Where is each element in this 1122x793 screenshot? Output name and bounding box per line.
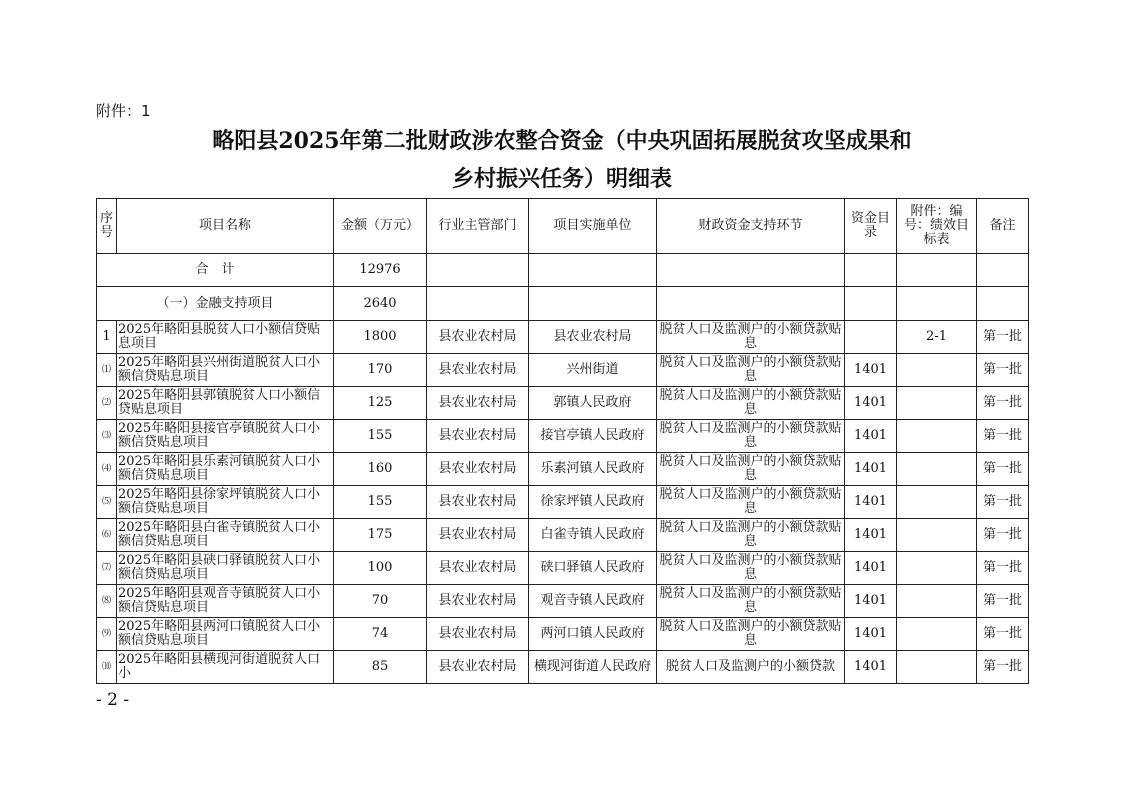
attachment-cell [897, 453, 977, 486]
fund-catalog-cell: 1401 [845, 420, 897, 453]
section-amount: 2640 [334, 287, 427, 321]
implementing-unit-cell: 硖口驿镇人民政府 [529, 552, 657, 585]
header-support-stage: 财政资金支持环节 [657, 199, 845, 254]
seq-cell: ⑵ [97, 387, 117, 420]
attachment-cell [897, 519, 977, 552]
fund-catalog-cell: 1401 [845, 552, 897, 585]
attachment-cell [897, 387, 977, 420]
remark-cell: 第一批 [977, 354, 1029, 387]
amount-cell: 175 [334, 519, 427, 552]
remark-cell: 第一批 [977, 552, 1029, 585]
section-label: （一）金融支持项目 [97, 287, 334, 321]
header-fund-catalog: 资金目录 [845, 199, 897, 254]
remark-cell: 第一批 [977, 387, 1029, 420]
header-project-name: 项目名称 [117, 199, 334, 254]
project-name-cell: 2025年略阳县两河口镇脱贫人口小额信贷贴息项目 [117, 618, 334, 651]
seq-cell: ⑽ [97, 651, 117, 684]
department-cell: 县农业农村局 [427, 420, 529, 453]
attachment-label: 附件：1 [96, 102, 151, 120]
page-number: - 2 - [96, 690, 130, 710]
implementing-unit-cell: 兴州街道 [529, 354, 657, 387]
table-row [97, 387, 1029, 420]
table-row [97, 651, 1029, 684]
project-name-cell: 2025年略阳县观音寺镇脱贫人口小额信贷贴息项目 [117, 585, 334, 618]
attachment-cell [897, 354, 977, 387]
department-cell: 县农业农村局 [427, 486, 529, 519]
table-row [97, 354, 1029, 387]
remark-cell: 第一批 [977, 618, 1029, 651]
project-name-cell: 2025年略阳县横现河街道脱贫人口小 [117, 651, 334, 684]
implementing-unit-cell: 徐家坪镇人民政府 [529, 486, 657, 519]
amount-cell: 70 [334, 585, 427, 618]
total-label: 合 计 [97, 254, 334, 287]
implementing-unit-cell: 两河口镇人民政府 [529, 618, 657, 651]
project-name-cell: 2025年略阳县乐素河镇脱贫人口小额信贷贴息项目 [117, 453, 334, 486]
fund-catalog-cell: 1401 [845, 519, 897, 552]
attachment-cell [897, 651, 977, 684]
fund-catalog-cell [845, 321, 897, 354]
attachment-cell [897, 585, 977, 618]
amount-cell: 1800 [334, 321, 427, 354]
amount-cell: 155 [334, 420, 427, 453]
implementing-unit-cell: 横现河街道人民政府 [529, 651, 657, 684]
amount-cell: 85 [334, 651, 427, 684]
remark-cell: 第一批 [977, 519, 1029, 552]
support-stage-cell: 脱贫人口及监测户的小额贷款 [657, 651, 845, 684]
support-stage-cell: 脱贫人口及监测户的小额贷款贴息 [657, 420, 845, 453]
fund-catalog-cell: 1401 [845, 651, 897, 684]
department-cell: 县农业农村局 [427, 519, 529, 552]
attachment-cell [897, 420, 977, 453]
implementing-unit-cell: 接官亭镇人民政府 [529, 420, 657, 453]
support-stage-cell: 脱贫人口及监测户的小额贷款贴息 [657, 453, 845, 486]
project-name-cell: 2025年略阳县硖口驿镇脱贫人口小额信贷贴息项目 [117, 552, 334, 585]
header-department: 行业主管部门 [427, 199, 529, 254]
header-remark: 备注 [977, 199, 1029, 254]
department-cell: 县农业农村局 [427, 651, 529, 684]
amount-cell: 160 [334, 453, 427, 486]
department-cell: 县农业农村局 [427, 453, 529, 486]
table-row [97, 420, 1029, 453]
document-title-line-2: 乡村振兴任务）明细表 [451, 166, 672, 192]
table-row [97, 618, 1029, 651]
amount-cell: 170 [334, 354, 427, 387]
project-name-cell: 2025年略阳县接官亭镇脱贫人口小额信贷贴息项目 [117, 420, 334, 453]
fund-catalog-cell: 1401 [845, 387, 897, 420]
total-amount: 12976 [334, 254, 427, 287]
project-name-cell: 2025年略阳县郭镇脱贫人口小额信贷贴息项目 [117, 387, 334, 420]
header-implementing-unit: 项目实施单位 [529, 199, 657, 254]
header-attachment: 附件：编号：绩效目标表 [897, 199, 977, 254]
seq-cell: ⑴ [97, 354, 117, 387]
amount-cell: 74 [334, 618, 427, 651]
implementing-unit-cell: 郭镇人民政府 [529, 387, 657, 420]
support-stage-cell: 脱贫人口及监测户的小额贷款贴息 [657, 552, 845, 585]
remark-cell: 第一批 [977, 453, 1029, 486]
support-stage-cell: 脱贫人口及监测户的小额贷款贴息 [657, 519, 845, 552]
table-row [97, 321, 1029, 354]
amount-cell: 125 [334, 387, 427, 420]
document-title-line-1: 略阳县2025年第二批财政涉农整合资金（中央巩固拓展脱贫攻坚成果和 [212, 128, 912, 154]
seq-cell: 1 [97, 321, 117, 354]
support-stage-cell: 脱贫人口及监测户的小额贷款贴息 [657, 618, 845, 651]
table-row [97, 552, 1029, 585]
seq-cell: ⑹ [97, 519, 117, 552]
department-cell: 县农业农村局 [427, 387, 529, 420]
fund-catalog-cell: 1401 [845, 453, 897, 486]
implementing-unit-cell: 白雀寺镇人民政府 [529, 519, 657, 552]
remark-cell: 第一批 [977, 321, 1029, 354]
section-row [97, 287, 1029, 321]
seq-cell: ⑻ [97, 585, 117, 618]
department-cell: 县农业农村局 [427, 354, 529, 387]
attachment-cell [897, 552, 977, 585]
fund-catalog-cell: 1401 [845, 354, 897, 387]
project-name-cell: 2025年略阳县徐家坪镇脱贫人口小额信贷贴息项目 [117, 486, 334, 519]
table-row [97, 585, 1029, 618]
support-stage-cell: 脱贫人口及监测户的小额贷款贴息 [657, 486, 845, 519]
table-row [97, 486, 1029, 519]
implementing-unit-cell: 县农业农村局 [529, 321, 657, 354]
seq-cell: ⑶ [97, 420, 117, 453]
department-cell: 县农业农村局 [427, 321, 529, 354]
remark-cell: 第一批 [977, 486, 1029, 519]
seq-cell: ⑷ [97, 453, 117, 486]
support-stage-cell: 脱贫人口及监测户的小额贷款贴息 [657, 585, 845, 618]
fund-catalog-cell: 1401 [845, 486, 897, 519]
total-row [97, 254, 1029, 287]
amount-cell: 100 [334, 552, 427, 585]
fund-detail-table [96, 198, 1029, 684]
project-name-cell: 2025年略阳县兴州街道脱贫人口小额信贷贴息项目 [117, 354, 334, 387]
header-seq: 序号 [97, 199, 117, 254]
table-row [97, 519, 1029, 552]
fund-catalog-cell: 1401 [845, 585, 897, 618]
project-name-cell: 2025年略阳县脱贫人口小额信贷贴息项目 [117, 321, 334, 354]
remark-cell: 第一批 [977, 420, 1029, 453]
seq-cell: ⑺ [97, 552, 117, 585]
fund-catalog-cell: 1401 [845, 618, 897, 651]
remark-cell: 第一批 [977, 585, 1029, 618]
amount-cell: 155 [334, 486, 427, 519]
support-stage-cell: 脱贫人口及监测户的小额贷款贴息 [657, 354, 845, 387]
department-cell: 县农业农村局 [427, 585, 529, 618]
department-cell: 县农业农村局 [427, 552, 529, 585]
remark-cell: 第一批 [977, 651, 1029, 684]
seq-cell: ⑼ [97, 618, 117, 651]
department-cell: 县农业农村局 [427, 618, 529, 651]
table-header-row [97, 199, 1029, 254]
support-stage-cell: 脱贫人口及监测户的小额贷款贴息 [657, 387, 845, 420]
attachment-cell: 2-1 [897, 321, 977, 354]
support-stage-cell: 脱贫人口及监测户的小额贷款贴息 [657, 321, 845, 354]
seq-cell: ⑸ [97, 486, 117, 519]
table-row [97, 453, 1029, 486]
project-name-cell: 2025年略阳县白雀寺镇脱贫人口小额信贷贴息项目 [117, 519, 334, 552]
attachment-cell [897, 618, 977, 651]
header-amount: 金额（万元） [334, 199, 427, 254]
attachment-cell [897, 486, 977, 519]
implementing-unit-cell: 观音寺镇人民政府 [529, 585, 657, 618]
implementing-unit-cell: 乐素河镇人民政府 [529, 453, 657, 486]
